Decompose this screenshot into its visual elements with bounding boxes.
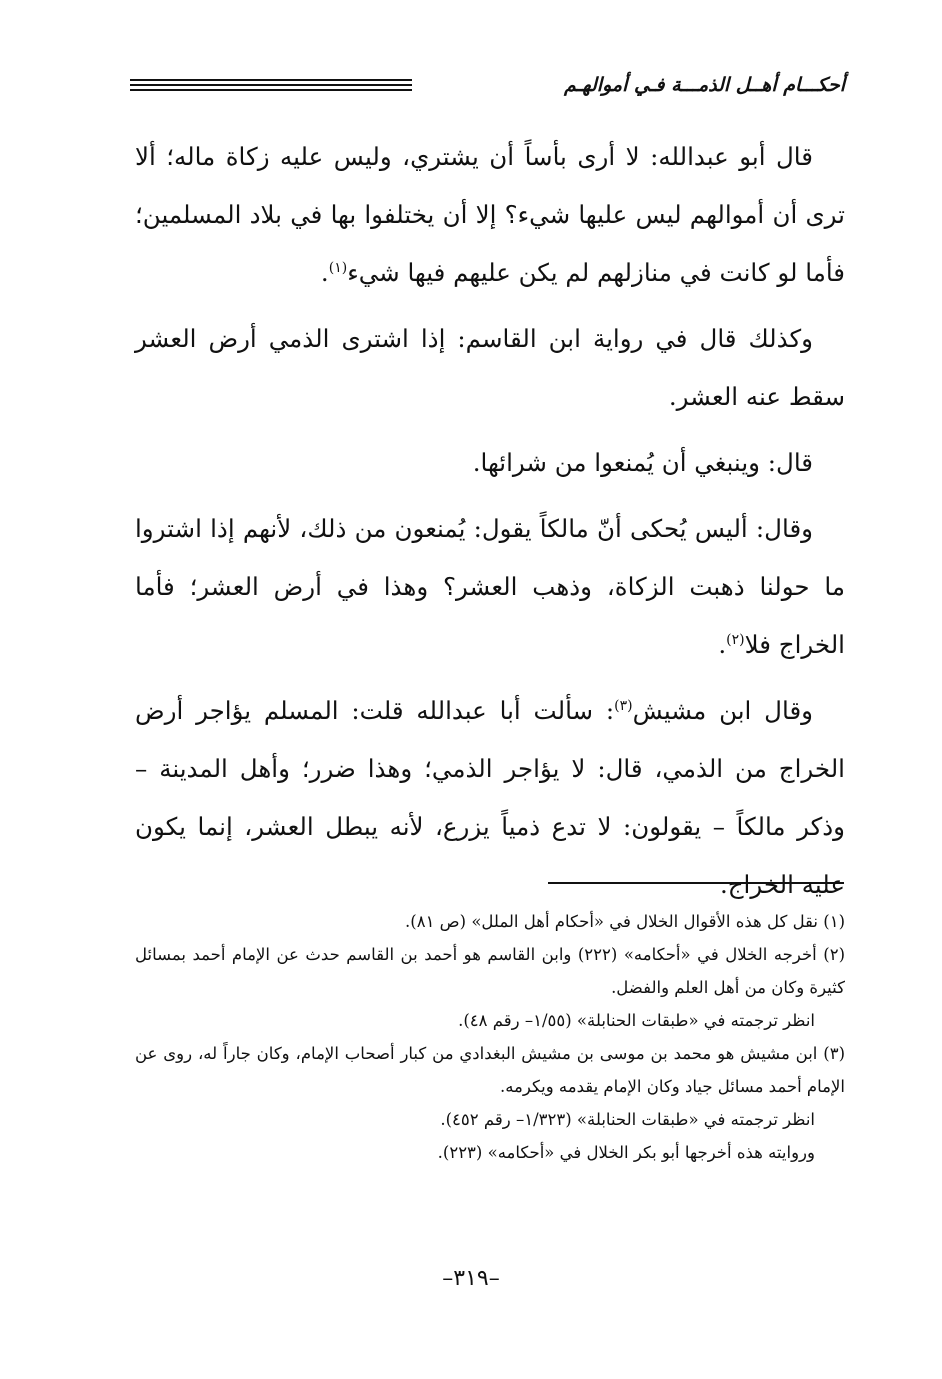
page-number: –٣١٩– [442,1266,500,1291]
footnote: انظر ترجمته في «طبقات الحنابلة» (١/٣٢٣– رقم ٤٥٢). [440,1110,815,1129]
main-text [135,128,845,922]
footnote-ref[interactable]: (٢) [726,631,745,648]
paragraph: وقال ابن مشيش$^{(٣)}$: سألت أبا عبدالله قلت: المسلم يؤاجر أرض الخراج من الذمي، قال: لا يؤاجر الذمي؛ وهذا ضرر؛ وأهل المدينة – وذكر مالكاً – يقولون: لا تدع ذمياً يزرع، لأنه يبطل العشر، إنما يكون عليه الخراج. [135,696,845,899]
paragraph: وقال: أليس يُحكى أنّ مالكاً يقول: يُمنعون من ذلك، لأنهم إذا اشتروا ما حولنا ذهبت الزكاة، وذهب العشر؟ وهذا في أرض العشر؛ فأما الخراج فلا$^{(٢)}$. [135,514,845,659]
paragraph: قال أبو عبدالله: لا أرى بأساً أن يشتري، وليس عليه زكاة ماله؛ ألا ترى أن أموالهم ليس عليها شيء؟ إلا أن يختلفوا بها في بلاد المسلمين؛ فأما لو كانت في منازلهم لم يكن عليهم فيها شيء$^{(١)}$. [135,142,845,287]
footnote-separator [548,882,844,884]
footnote: انظر ترجمته في «طبقات الحنابلة» (١/٥٥– رقم ٤٨). [458,1011,815,1030]
running-header [130,70,845,110]
paragraph: وكذلك قال في رواية ابن القاسم: إذا اشترى الذمي أرض العشر سقط عنه العشر. [135,324,845,411]
footnote: (١) نقل كل هذه الأقوال الخلال في «أحكام أهل الملل» (ص ٨١). [405,912,845,931]
footnote-ref[interactable]: (٣) [614,697,633,714]
paragraph: قال: وينبغي أن يُمنعوا من شرائها. [472,448,813,477]
footnote: (٣) ابن مشيش هو محمد بن موسى بن مشيش البغدادي من كبار أصحاب الإمام، وكان جاراً له، روى عن الإمام أحمد مسائل جياد وكان الإمام يقدمه ويكرمه. [135,1044,845,1096]
footnote: وروايته هذه أخرجها أبو بكر الخلال في «أحكامه» (٢٢٣). [437,1143,815,1162]
header-title: أحكـــام أهــل الذمـــة فـي أموالهـم [564,74,845,96]
header-rule [130,84,412,86]
footnotes [135,905,845,1169]
footnote-ref[interactable]: (١) [328,259,348,276]
header-rule [130,89,412,91]
footnote: (٢) أخرجه الخلال في «أحكامه» (٢٢٢) وابن القاسم هو أحمد بن القاسم حدث عن الإمام أحمد بمسائل كثيرة وكان من أهل العلم والفضل. [135,945,845,997]
header-rule [130,79,412,81]
